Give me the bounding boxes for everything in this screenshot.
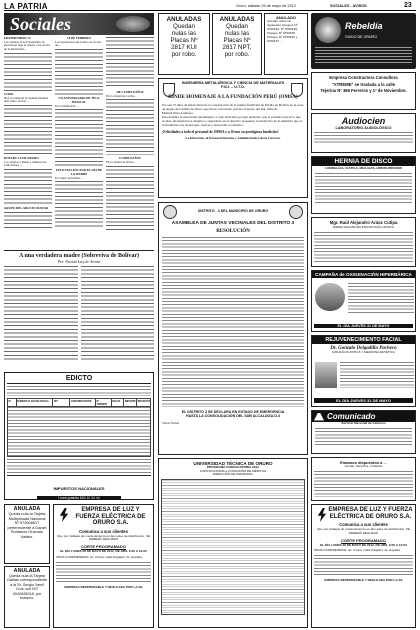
lightning-icon xyxy=(315,508,329,522)
text-block xyxy=(106,166,154,232)
distrito3-notice xyxy=(158,202,308,455)
table-header: Nº TRÁMITE xyxy=(96,399,112,406)
onda-sub: OXIDO DE ORURO xyxy=(345,35,377,39)
distrito3-title: ASAMBLEA DE JUNTAS VECINALES DEL DISTRITO 3 xyxy=(171,221,295,226)
table-header: NIT xyxy=(53,399,70,406)
servicios-ad xyxy=(311,457,416,501)
shield-icon xyxy=(291,83,303,97)
campana-title: CAMPAÑA de OXIGENACIÓN HIPERBÁRICA xyxy=(312,271,415,278)
paper-name: LA PATRIA xyxy=(4,2,48,11)
elfeo-ad-left xyxy=(53,504,154,628)
text-block xyxy=(81,266,155,362)
distrito3-resolucion: RESOLUCIÓN xyxy=(216,229,250,234)
social-heading: CUMPLEAÑOS xyxy=(118,156,141,161)
rejuv-title: REJUVENECIMIENTO FACIAL xyxy=(312,336,415,344)
text-block xyxy=(314,132,413,144)
mgr-name: Mgr. Raúl Alejandro Aráoz Cutipa xyxy=(329,220,398,225)
text-block xyxy=(315,428,412,446)
hernia-title: HERNIA DE DISCO xyxy=(312,157,415,166)
social-body: En la institución ... xyxy=(55,103,79,108)
ad-body: Queda nula la Tarjeta Gatitas correspondiente a la Sr. Sergio Yamil Cruz con NIT 4042626018, por extravío. xyxy=(6,574,48,601)
opinion-title: A una verdadera madre (Sobreviva de Bolívar) xyxy=(18,253,140,259)
table-header: NÚMERO O RAZÓN SOCIAL xyxy=(17,399,54,406)
anuladas-ad-1 xyxy=(158,13,210,75)
ad-line: por robo. xyxy=(171,51,197,58)
ad-line: 2817 KUI xyxy=(171,44,197,51)
uto-line: DIRECCIÓN DE PERSONAL xyxy=(212,472,254,477)
face-photo xyxy=(315,362,337,388)
servicios-sub: Ventas, Servicios y Noticias xyxy=(344,464,383,468)
ingenieria-title: INGENIERÍA METALÚRGICA Y CIENCIA DE MATERIALES xyxy=(181,81,285,85)
uto-table xyxy=(161,479,305,615)
sociales-col1 xyxy=(4,37,52,247)
social-body: En la ciudad de Oruro... xyxy=(106,160,136,165)
ad-line: nulas las xyxy=(224,30,250,37)
masthead xyxy=(4,2,416,11)
ad-title: ANULADA xyxy=(13,506,41,512)
elfeo-title: EMPRESA DE LUZ Y FUERZA ELÉCTRICA DE ORURO S.A. xyxy=(328,507,413,520)
ad-line: Quedan xyxy=(172,23,196,30)
ingenieria-paragraph: ¡Felicidades a todo el personal de OMSA y a Oruro su prestigiosa fundición! xyxy=(162,129,279,134)
section-label: SOCIALES - AVISOS xyxy=(330,4,367,8)
ingenieria-paragraph: Por sus 75 años de haber iniciado la construcción de la primer fundición de Estaño en Bolivia en la zona de Aguas de Castilla de Oruro que fuera concretado gracias al apoyo del Ing. Alfredo xyxy=(162,103,304,112)
audiocien-ad xyxy=(311,113,416,153)
ad-body: Queda nula la Tarjeta Multiplicada Nacional Nº 572608617 perteneciente a Daniel Roldanez Guzmán Valdez. xyxy=(7,511,47,539)
distrito3-footer: HASTA LA CONSOLIDACIÓN DEL SUB ALCALDIZA D-3 xyxy=(186,414,280,418)
sociales-col2 xyxy=(55,37,103,247)
ad-line: por robo. xyxy=(224,51,250,58)
elfeo-sub: Comunica a sus clientes xyxy=(79,528,128,534)
onda-graphic xyxy=(315,17,341,43)
edicto-footer-title: IMPUESTOS NACIONALES xyxy=(53,486,105,491)
audiocien-text: LABORATORIO AUDIOLÓGICO xyxy=(335,126,392,130)
opinion-article xyxy=(4,250,154,368)
empresa-constructora-ad xyxy=(311,72,416,110)
uto-title: UNIVERSIDAD TÉCNICA DE ORURO xyxy=(193,461,273,466)
shield-icon xyxy=(163,83,175,97)
social-body: Los saludos en la Fraternidad 12, efectuaron bajo el festejo a los socios de la institución... xyxy=(4,39,51,52)
social-body: Los inscriptores del Centro de Socios de... xyxy=(55,39,102,48)
empresa-name: "XTREME" se traslada a la calle xyxy=(331,82,396,87)
table-header: FECHA xyxy=(112,399,125,406)
text-block xyxy=(55,109,103,167)
ingenieria-subtitle: F.N.I. – U.T.O. xyxy=(221,85,245,89)
ingenieria-sign: La Dirección, el Personal Docente y Administrativo de la Carrera. xyxy=(185,135,281,140)
table-header: IMPORTE xyxy=(124,399,137,406)
ad-title: ANULADA xyxy=(13,568,41,574)
ad-body: Quedan nulos los siguientes cheques Nº 0700192, Nº 0700193, Cheque Nº 0700195, Cheque Nº 0700196 y 0700197 ... xyxy=(267,19,298,43)
elfeo-sub: Comunica a sus clientes xyxy=(339,522,388,528)
rejuv-sub: CIRUGÍA PLÁSTICA Y MEDICINA ESTÉTICA xyxy=(332,350,395,354)
onda-title: Rebeldía xyxy=(345,21,383,31)
text-block xyxy=(7,386,151,396)
elfeo-fecha: EL DÍA LUNES 28 DE MAYO DE 2012, DE HRS. 9:00 A 12:00 xyxy=(60,549,147,554)
campana-date: EL DIA JUEVES 31 DE MAYO xyxy=(314,324,413,328)
elfeo-corte: CORTE PROGRAMADO xyxy=(341,537,386,543)
text-block xyxy=(4,105,52,155)
elfeo-contacto: EMPRESA RESPONSABLE Y REGULADA POR LA AE xyxy=(64,584,143,589)
text-block xyxy=(340,362,414,388)
text-block xyxy=(106,99,154,155)
table-header: IMPUESTO xyxy=(137,399,151,403)
campana-ad xyxy=(311,270,416,332)
distrito3-signers: Varias Firmas xyxy=(162,421,180,425)
elfeo-contacto: EMPRESA RESPONSABLE Y REGULADA POR LA AE xyxy=(324,578,403,582)
text-block xyxy=(4,169,52,205)
elfeo-body: Que por trabajos de mantenimiento en las redes de distribución, SE DEBERÁ REALIZAR xyxy=(317,527,410,535)
social-heading: FRATERNIDAD 12 xyxy=(4,36,31,40)
text-block xyxy=(55,181,103,229)
ad-line: Placas Nº xyxy=(170,37,198,44)
divider xyxy=(4,250,154,251)
uto-line: PROGRAMA CONVOCATORIA 2012 xyxy=(207,465,259,469)
empresa-title: Empresa Constructora Consultora xyxy=(329,75,398,80)
text-block xyxy=(314,555,413,577)
table-rows xyxy=(7,407,151,457)
sociales-col3 xyxy=(106,37,154,247)
text-block xyxy=(7,459,151,473)
elfeo-zona: ZONA COMPRENDIDA: Av. Cívica, Calle Pagador, Av. España xyxy=(314,548,400,553)
ad-title: ANULADAS xyxy=(219,16,255,23)
ad-line: 2817 NPT, xyxy=(222,44,252,51)
ingenieria-paragraph: Este hombre aconteciendo metalúrgico a todo boliviano porque demostró que sí podemos hacer lo que es más, afrontando los desafíos y superando en el objetivo propuesto el desarrollo de la industria que es la fundición con tecnología, ciencia y desarrollo económico. xyxy=(162,115,303,128)
social-heading: DE CUMPLEAÑOS xyxy=(116,90,144,94)
edicto-footer xyxy=(7,475,151,495)
page-number: 23 xyxy=(404,2,412,9)
text-block xyxy=(55,49,103,95)
ad-title: ANULADAS xyxy=(166,16,202,23)
text-block xyxy=(56,562,151,584)
elfeo-title: EMPRESA DE LUZ Y FUERZA ELÉCTRICA DE ORURO S.A. xyxy=(75,507,146,527)
comunicado-sub: Servicio Nacional de Caminos xyxy=(341,421,386,425)
empresa-address: Tejerina Nº 366 Ferreros y 1º de Noviembre. xyxy=(320,88,407,93)
ingenieria-notice xyxy=(158,78,308,198)
text-block xyxy=(314,471,413,497)
lightning-icon xyxy=(57,508,71,522)
ingenieria-paragraph: Manuel Piret Aramayo. xyxy=(162,111,194,116)
hernia-text: LUMBALGIA, CIÁTICA, MIALGIAS, HIPERLORDOSIS xyxy=(325,166,402,170)
social-body: Hoy se realizará la reunión mensual del Centro Social ... xyxy=(4,95,49,104)
ingenieria-headline: RINDE HOMENAJE A LA FUNDACIÓN PERÚ (OMSA) xyxy=(168,94,298,100)
ad-line: nulas las xyxy=(171,30,197,37)
anulada-tarjeta-2 xyxy=(4,566,50,628)
social-heading: UN ANIVERSARIO DE TELA MUSICAL xyxy=(58,96,100,104)
text-block xyxy=(315,47,412,65)
social-heading: CORO xyxy=(4,91,14,96)
emblem-icon xyxy=(163,205,177,219)
chamber-graphic xyxy=(315,283,345,311)
sociales-title: Sociales xyxy=(10,14,71,34)
ad-line: Placas Nº xyxy=(223,37,251,44)
edicto-title: EDICTO xyxy=(7,375,151,384)
text-block xyxy=(162,237,304,407)
anulado-cheques-ad xyxy=(264,13,308,75)
text-block xyxy=(4,212,52,228)
rejuv-doctor: Dr. Gonzalo Delgadillo Pacheco xyxy=(330,346,397,351)
ad-title: ANULADO xyxy=(276,15,296,20)
elfeo-corte: CORTE PROGRAMADO xyxy=(81,544,126,550)
social-heading: GRUPO DEL ADULTO MAYOR xyxy=(4,206,49,211)
text-block xyxy=(106,37,154,89)
comunicado-ad xyxy=(311,410,416,454)
social-body: Los saludos a Dama y Señores del Club Rotary ... xyxy=(4,159,47,168)
opinion-author: Por: Nereida Lucy de Arrieta xyxy=(57,260,101,264)
hernia-ad xyxy=(311,156,416,214)
social-heading: FELICITACIÓN POR EL DÍA DE LA MADRE xyxy=(55,168,103,176)
rejuvenecimiento-ad xyxy=(311,335,416,407)
text-block xyxy=(4,53,52,91)
text-block xyxy=(314,232,413,262)
emblem-icon xyxy=(289,205,303,219)
elfeo-fecha: EL DÍA LUNES 28 DE MAYO DE 2012, DE HRS. 9:00 A 12:00 xyxy=(320,542,407,547)
social-body: El Centro de Damas ... xyxy=(55,175,84,180)
comunicado-title: Comunicado xyxy=(327,412,376,421)
road-icon xyxy=(314,413,324,421)
elfeo-ad-right xyxy=(311,504,416,628)
table-header: Nº xyxy=(8,399,17,406)
psicologia-ad xyxy=(311,217,416,267)
ad-line: Quedan xyxy=(225,23,249,30)
onda-ad xyxy=(311,13,416,69)
edicto-table xyxy=(7,398,151,407)
edicto-notice xyxy=(4,372,154,500)
text-block xyxy=(315,173,412,205)
table-header: CONTRIBUYENTE xyxy=(70,399,96,406)
edicto-hotline: Línea gratuita 800 10 34 44 xyxy=(37,496,121,500)
distrito3-footer: EL DISTRITO 3 SE DECLARA EN ESTADO DE EMERGENCIA xyxy=(181,410,285,414)
elfeo-zona: ZONA COMPRENDIDA: Av. Cívica, Calle Pagador, Av. España xyxy=(56,554,142,559)
uto-convocatoria xyxy=(158,458,308,628)
servicios-title: Estamos dispuestos a ... xyxy=(340,460,387,465)
text-block xyxy=(348,283,414,313)
elfeo-body: Que por trabajos de mantenimiento en las redes de distribución, SE DEBERÁ REALIZAR xyxy=(57,533,150,542)
ornament-icon xyxy=(116,16,150,32)
mgr-spec: ESPECIALIDAD EN PSICOLOGÍA CLÍNICA xyxy=(333,225,394,229)
sociales-banner xyxy=(4,13,154,35)
social-heading: ROTARY CLUB ORURO xyxy=(4,155,39,160)
social-body: En la ciudad de La Paz... xyxy=(106,93,137,98)
uto-line: CONVOCATORIA A CONCURSO DE MÉRITOS xyxy=(199,468,267,473)
dateline: Oruro, sábado 26 de mayo de 2012 xyxy=(236,4,296,8)
distrito3-subtitle: DISTRITO - 3 DEL MUNICIPIO DE ORURO xyxy=(197,209,269,213)
anuladas-ad-2 xyxy=(212,13,262,75)
social-heading: 24 DE FEBRERO xyxy=(67,36,91,40)
audiocien-brand: Audiocien xyxy=(341,116,386,126)
anulada-tarjeta-1 xyxy=(4,504,50,564)
text-block xyxy=(4,266,78,362)
rejuv-date: EL DÍA JUEVES 31 DE MAYO xyxy=(314,398,413,403)
